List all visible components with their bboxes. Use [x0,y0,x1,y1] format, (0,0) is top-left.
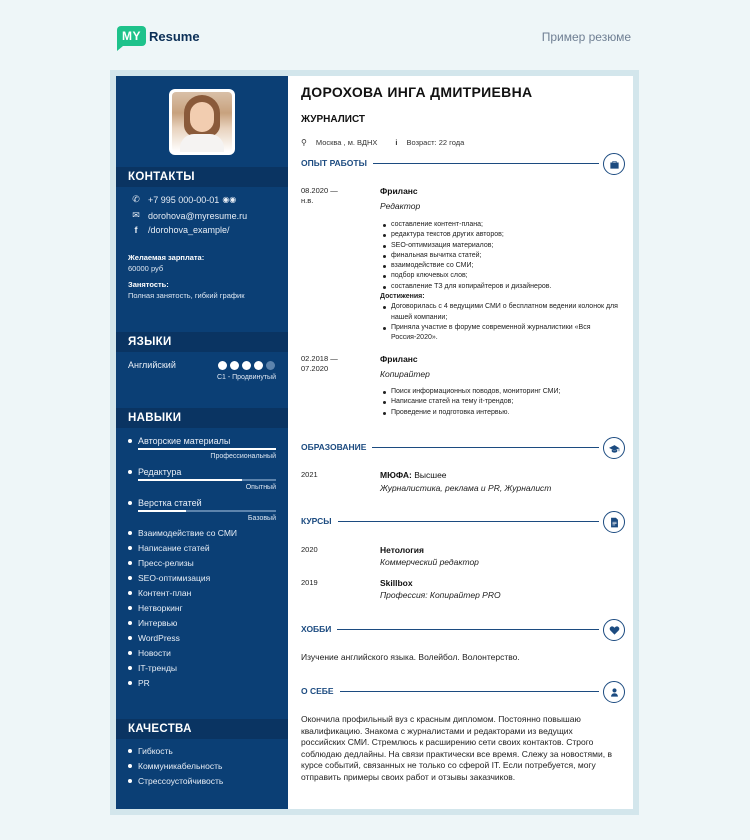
job-2-org: Фриланс [380,354,418,364]
hobby-text: Изучение английского языка. Волейбол. Волонтерство. [301,652,520,662]
skill-name: Новости [138,648,171,658]
skill-name: Нетворкинг [138,603,183,613]
email-text: dorohova@myresume.ru [148,210,248,221]
courses-heading: КУРСЫ [301,516,338,526]
skill-item [128,633,180,643]
about-heading: О СЕБЕ [301,686,340,696]
education-spec: Журналистика, реклама и PR, Журналист [380,483,552,493]
social-text: /dorohova_example/ [148,225,230,235]
education-degree: Высшее [411,470,447,480]
skill-item [128,678,150,688]
heart-icon [603,619,625,641]
main-content [288,76,633,809]
job-2-duties [380,387,620,418]
document-icon [603,511,625,533]
course-1-org: Нетология [380,545,424,555]
job-2-role: Копирайтер [380,369,430,379]
job-1-org: Фриланс [380,186,418,196]
skill-item [128,573,210,583]
courses-section-header [301,511,625,533]
education-year: 2021 [301,470,318,479]
resume-sheet [116,76,633,809]
skill-item [128,558,194,568]
social-row[interactable] [130,225,230,235]
course-1-name: Коммерческий редактор [380,557,479,567]
page-label: Пример резюме [541,30,631,44]
course-1-year: 2020 [301,545,318,554]
employment-value: Полная занятость, гибкий график [128,291,245,300]
duty-item: подбор ключевых слов; [380,271,620,281]
course-2-name: Профессия: Копирайтер PRO [380,590,501,600]
achievements-label: Достижения: [380,293,425,301]
duty-item: редактура текстов других авторов; [380,230,620,240]
briefcase-icon [603,153,625,175]
job-1-role: Редактор [380,201,421,211]
skill-name: Пресс-релизы [138,558,194,568]
email-row[interactable] [130,210,247,221]
skills-heading: НАВЫКИ [116,408,288,428]
skill-item [128,436,276,460]
skill-bar [138,479,276,481]
sidebar [116,76,288,809]
skill-name: IT-тренды [138,663,178,673]
course-2-year: 2019 [301,578,318,587]
rating-dot [230,361,239,370]
quality-item [128,761,222,771]
skill-item [128,618,177,628]
phone-icon: ✆ [132,194,140,204]
skill-name: Верстка статей [138,498,202,508]
salary-label: Желаемая зарплата: [128,253,205,262]
education-heading: ОБРАЗОВАНИЕ [301,442,372,452]
phone-text: +7 995 000-00-01 [148,194,220,205]
language-level: C1 - Продвинутый [216,374,276,381]
achievement-item: Приняла участие в форуме современной журналистики «Вся Россия-2020». [380,323,620,344]
skill-name: Авторские материалы [138,436,231,446]
language-rating [218,361,275,370]
job-1-duties [380,220,620,344]
about-section-header [301,681,625,703]
logo-text: Resume [149,28,200,44]
skill-name: Взаимодействие со СМИ [138,528,238,538]
graduation-cap-icon [603,437,625,459]
rating-dot [254,361,263,370]
location-text: Москва , м. ВДНХ [315,138,378,147]
facebook-icon: f [134,225,138,235]
logo-badge: MY [117,26,146,46]
duty-item: финальная вычитка статей; [380,251,620,261]
job-1-date: 08.2020 — н.в. [301,186,338,205]
achievement-item: Договорилась с 4 ведущими СМИ о бесплатном ведении колонок для нашей компании; [380,302,620,323]
education-org: МЮФА: [380,470,412,480]
messenger-icons: ◉◉ [222,195,237,204]
skill-bar [138,510,276,512]
avatar [169,89,235,155]
quality-item [128,776,223,786]
skill-item [128,648,171,658]
skill-name: PR [138,678,150,688]
skill-item [128,543,210,553]
about-text: Окончила профильный вуз с красным дипломом. Постоянно повышаю квалификацию. Знакома с журналистами и редакторами из ведущих российских СМИ. Стремлюсь к расширению сети своих контактов. Строго соблюдаю дедлайны. На связи практически все время. Слежу за новостями, в курсе событий, связанных не только со сферой IT. Если потребуется, могу отправить примеры своих работ и отзывы заказчиков. [301,714,612,782]
skill-item [128,663,177,673]
location-icon: ⚲ [301,138,307,147]
skill-name: WordPress [138,633,180,643]
phone-row[interactable] [130,194,236,205]
skill-level: Профессиональный [210,453,276,460]
skill-level: Опытный [245,484,276,491]
course-2-org: Skillbox [380,578,413,588]
skill-bar [138,448,276,450]
job-title: ЖУРНАЛИСТ [301,114,366,125]
employment-label: Занятость: [128,280,169,289]
job-2-date: 02.2018 — 07.2020 [301,354,338,373]
skill-item [128,528,237,538]
rating-dot [218,361,227,370]
duty-item: составление ТЗ для копирайтеров и дизайнеров. [380,282,620,292]
quality-name: Гибкость [138,746,173,756]
quality-name: Стрессоустойчивость [138,776,224,786]
education-section-header [301,437,625,459]
languages-heading: ЯЗЫКИ [116,332,288,352]
qualities-heading: КАЧЕСТВА [116,719,288,739]
hobby-section-header [301,619,625,641]
education-org-line [380,470,447,480]
skill-name: Контент-план [138,588,192,598]
experience-section-header [301,153,625,175]
skill-item [128,603,183,613]
top-bar [0,0,750,70]
quality-item [128,746,173,756]
duty-item: SEO-оптимизация материалов; [380,241,620,251]
duty-item: Проведение и подготовка интервью. [380,408,620,418]
skill-level: Базовый [247,515,276,522]
info-icon: i [395,138,398,147]
skill-item [128,588,191,598]
experience-heading: ОПЫТ РАБОТЫ [301,158,373,168]
duty-item: Написание статей на тему it-трендов; [380,397,620,407]
user-icon [603,681,625,703]
language-name: Английский [128,360,176,370]
skill-name: Написание статей [138,543,210,553]
duty-item: взаимодействие со СМИ; [380,261,620,271]
hobby-heading: ХОББИ [301,624,337,634]
skill-item [128,498,276,522]
contacts-heading: КОНТАКТЫ [116,167,288,187]
skill-name: Интервью [138,618,178,628]
salary-value: 60000 руб [128,264,164,273]
duty-item: Поиск информационных поводов, мониторинг СМИ; [380,387,620,397]
skill-item [128,467,276,491]
quality-name: Коммуникабельность [138,761,223,771]
skill-name: Редактура [138,467,182,477]
rating-dot [242,361,251,370]
person-name: ДОРОХОВА ИНГА ДМИТРИЕВНА [301,84,533,100]
logo[interactable] [117,26,200,46]
rating-dot [266,361,275,370]
skill-name: SEO-оптимизация [138,573,211,583]
duty-item: составление контент-плана; [380,220,620,230]
meta-row [301,138,464,147]
mail-icon: ✉ [132,210,140,220]
age-text: Возраст: 22 года [406,138,465,147]
